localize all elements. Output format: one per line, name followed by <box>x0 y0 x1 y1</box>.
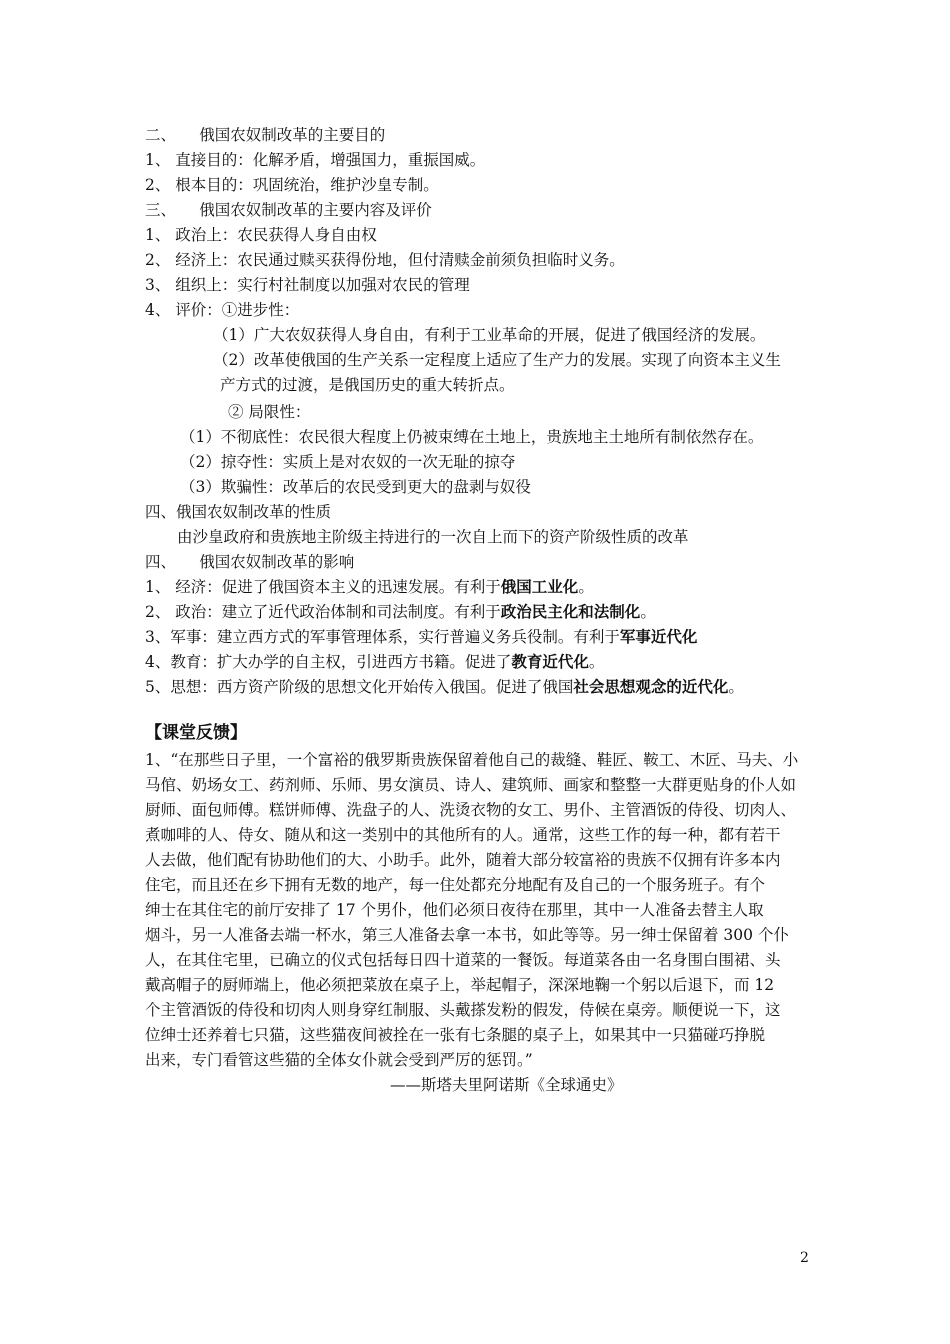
quote-line: 绅士在其住宅的前厅安排了 17 个男仆，他们必须日夜待在那里，其中一人准备去替主人取 <box>145 901 764 919</box>
quote-line: 烟斗，另一人准备去端一杯水，第三人准备去拿一本书，如此等等。另一绅士保留着 300 个仆 <box>145 926 789 944</box>
quote-line: 马倌、奶场女工、药剂师、乐师、男女演员、诗人、建筑师、画家和整整一大群更贴身的仆人如 <box>145 776 797 794</box>
quote-line: 人，在其住宅里，已确立的仪式包括每日四十道菜的一餐饭。每道菜各由一名身围白围裙、头 <box>145 951 781 969</box>
section-heading: 三、 俄国农奴制改革的主要内容及评价 <box>145 201 432 219</box>
sub-item: （1）广大农奴获得人身自由，有利于工业革命的开展，促进了俄国经济的发展。 <box>213 326 766 344</box>
list-item: 1、 经济：促进了俄国资本主义的迅速发展。有利于俄国工业化。 <box>145 578 594 596</box>
list-item: 2、 政治：建立了近代政治体制和司法制度。有利于政治民主化和法制化。 <box>145 603 656 621</box>
list-item: 1、 直接目的：化解矛盾，增强国力，重振国威。 <box>145 151 486 169</box>
section-heading: 二、 俄国农奴制改革的主要目的 <box>145 126 386 144</box>
page-number: 2 <box>800 1250 809 1266</box>
sub-item: （1）不彻底性：农民很大程度上仍被束缚在土地上，贵族地主土地所有制依然存在。 <box>180 428 764 446</box>
quote-source: ——斯塔夫里阿诺斯《全球通史》 <box>390 1076 623 1094</box>
list-item: 2、 经济上：农民通过赎买获得份地，但付清赎金前须负担临时义务。 <box>145 251 625 269</box>
sub-item: （2）改革使俄国的生产关系一定程度上适应了生产力的发展。实现了向资本主义生 <box>213 351 781 369</box>
sub-item: 产方式的过渡，是俄国历史的重大转折点。 <box>220 376 515 394</box>
section-heading: 四、俄国农奴制改革的性质 <box>145 503 332 521</box>
list-item: 1、 政治上：农民获得人身自由权 <box>145 226 377 244</box>
section-heading: 四、 俄国农奴制改革的影响 <box>145 553 355 571</box>
list-item: 3、 组织上：实行村社制度以加强对农民的管理 <box>145 276 470 294</box>
quote-line: 厨师、面包师傅。糕饼师傅、洗盘子的人、洗烫衣物的女工、男仆、主管酒饭的侍役、切肉人、 <box>145 801 797 819</box>
sub-heading: ② 局限性： <box>228 403 311 421</box>
feedback-heading: 【课堂反馈】 <box>145 723 247 743</box>
quote-line: 住宅，而且还在乡下拥有无数的地产，每一住处都充分地配有及自己的一个服务班子。有个 <box>145 876 766 894</box>
quote-line: 出来，专门看管这些猫的全体女仆就会受到严厉的惩罚。” <box>145 1051 533 1069</box>
list-item: 4、 评价：①进步性： <box>145 301 300 319</box>
quote-line: 位绅士还养着七只猫，这些猫夜间被拴在一张有七条腿的桌子上，如果其中一只猫碰巧挣脱 <box>145 1026 766 1044</box>
list-item: 4、教育：扩大办学的自主权，引进西方书籍。促进了教育近代化。 <box>145 653 605 671</box>
quote-line: 戴高帽子的厨师端上，他必须把菜放在桌子上，举起帽子，深深地鞠一个躬以后退下，而 12 <box>145 976 775 994</box>
sub-item: （3）欺骗性：改革后的农民受到更大的盘剥与奴役 <box>180 478 531 496</box>
quote-line: 煮咖啡的人、侍女、随从和这一类别中的其他所有的人。通常，这些工作的每一种，都有若干 <box>145 826 781 844</box>
paragraph: 由沙皇政府和贵族地主阶级主持进行的一次自上而下的资产阶级性质的改革 <box>177 528 689 546</box>
quote-line: 个主管酒饭的侍役和切肉人则身穿红制服、头戴搽发粉的假发，侍候在桌旁。顺便说一下，这 <box>145 1001 781 1019</box>
list-item: 2、 根本目的：巩固统治，维护沙皇专制。 <box>145 176 439 194</box>
quote-line: 人去做，他们配有协助他们的大、小助手。此外，随着大部分较富裕的贵族不仅拥有许多本内 <box>145 851 781 869</box>
quote-line: 1、“在那些日子里，一个富裕的俄罗斯贵族保留着他自己的裁缝、鞋匠、鞍工、木匠、马夫、小 <box>145 751 799 769</box>
list-item: 5、思想：西方资产阶级的思想文化开始传入俄国。促进了俄国社会思想观念的近代化。 <box>145 678 744 696</box>
sub-item: （2）掠夺性：实质上是对农奴的一次无耻的掠夺 <box>180 453 516 471</box>
list-item: 3、军事：建立西方式的军事管理体系，实行普遍义务兵役制。有利于军事近代化 <box>145 628 698 646</box>
